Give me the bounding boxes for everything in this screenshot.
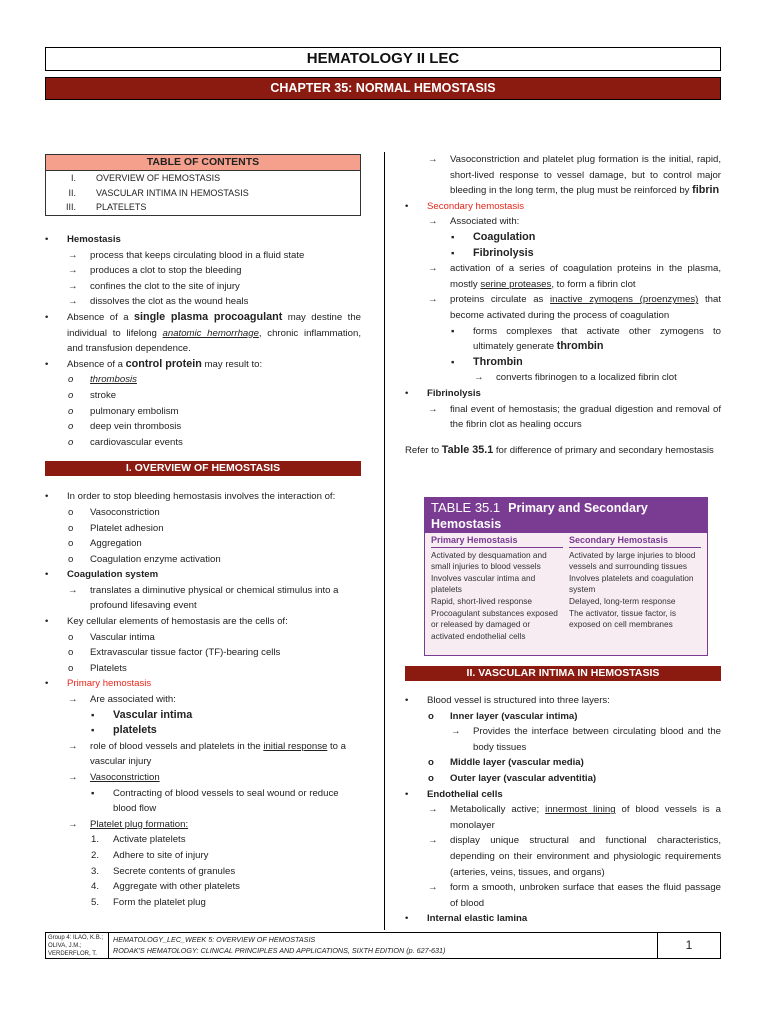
text: of blood vessels is a monolayer	[450, 804, 721, 831]
term-middle-layer: Middle layer (vascular media)	[450, 757, 584, 769]
list-item-text: stroke	[90, 389, 117, 401]
chapter-title: CHAPTER 35: NORMAL HEMOSTASIS	[45, 77, 721, 100]
table-title	[425, 498, 707, 533]
list-item-text: Blood vessel is structured into three layers:	[427, 695, 610, 706]
arrow-icon: →	[428, 154, 438, 165]
arrow-icon: →	[68, 818, 78, 830]
list-item	[45, 435, 361, 451]
circle-bullet-icon: o	[68, 522, 74, 534]
list-item	[45, 723, 361, 739]
list-item	[405, 724, 721, 755]
list-item	[45, 372, 361, 388]
table-cell: Activated by large injuries to blood vessels and surrounding tissues	[569, 549, 696, 572]
list-item-text: Vasoconstriction	[90, 506, 160, 518]
bullet-icon: •	[405, 913, 409, 925]
square-bullet-icon: ▪	[91, 725, 95, 737]
square-bullet-icon: ▪	[451, 325, 455, 337]
text: proteins circulate as	[450, 294, 551, 306]
term-secondary-hemostasis: Secondary hemostasis	[427, 200, 525, 212]
arrow-icon: →	[68, 296, 78, 308]
circle-bullet-icon: o	[68, 647, 74, 659]
list-item	[45, 692, 361, 708]
arrow-icon: →	[428, 263, 438, 275]
toc-num: II.	[68, 187, 76, 198]
text: to a vascular injury	[90, 740, 347, 768]
toc-label: PLATELETS	[96, 202, 147, 213]
list-item	[405, 386, 721, 402]
list-item-text: pulmonary embolism	[90, 405, 179, 417]
bullet-icon: •	[45, 311, 49, 323]
table-header: Primary Hemostasis	[431, 535, 563, 548]
page-number: 1	[685, 938, 693, 952]
bullet-icon: •	[45, 569, 49, 581]
list-item	[405, 152, 721, 199]
term-coagulation-system: Coagulation system	[67, 569, 159, 581]
circle-bullet-icon: o	[68, 631, 74, 643]
list-item	[45, 248, 361, 264]
underlined-text: inactive zymogens (proenzymes)	[550, 294, 699, 306]
list-item-text: translates a diminutive physical or chemical stimulus into a profound lifesaving event	[90, 584, 339, 612]
document-title: HEMATOLOGY II LEC	[45, 47, 721, 71]
bullet-icon: •	[45, 678, 49, 690]
bullet-icon: •	[405, 695, 409, 706]
list-item	[45, 404, 361, 420]
list-item	[45, 676, 361, 692]
square-bullet-icon: ▪	[91, 709, 95, 721]
term-internal-elastic-lamina: Internal elastic lamina	[427, 913, 528, 925]
list-item	[405, 693, 721, 709]
bold-text: fibrin	[692, 184, 720, 197]
list-item-text: cardiovascular events	[90, 436, 183, 448]
underlined-text: initial response	[263, 740, 328, 752]
bold-text: single plasma procoagulant	[133, 310, 283, 323]
list-item-text: Are associated with:	[90, 694, 176, 706]
list-item	[405, 261, 721, 292]
table-cell: Delayed, long-term response	[569, 595, 676, 606]
arrow-icon: →	[68, 772, 78, 783]
arrow-icon: →	[451, 726, 461, 738]
step-number: 2.	[91, 849, 100, 861]
text: activation of a series of coagulation proteins in the plasma, mostly	[450, 263, 721, 290]
step-number: 3.	[91, 865, 100, 877]
term-hemostasis: Hemostasis	[67, 234, 121, 245]
list-item	[45, 536, 361, 552]
list-item-text: process that keeps circulating blood in a fluid state	[90, 249, 305, 261]
arrow-icon: →	[474, 372, 484, 384]
toc-num: III.	[65, 202, 76, 213]
arrow-icon: →	[68, 249, 78, 261]
list-item	[45, 489, 361, 505]
bullet-icon: •	[405, 200, 409, 212]
list-item	[45, 786, 361, 817]
list-item-text: Vasoconstriction	[90, 772, 160, 783]
term-inner-layer: Inner layer (vascular intima)	[450, 710, 578, 722]
list-item-text: Platelet plug formation:	[90, 818, 189, 830]
arrow-icon: →	[428, 216, 438, 228]
footer-course	[109, 933, 658, 958]
toc-item	[46, 200, 360, 215]
bullet-icon: •	[405, 387, 409, 399]
term-endothelial-cells: Endothelial cells	[427, 788, 503, 800]
circle-bullet-icon: o	[428, 757, 434, 769]
step-number: 4.	[91, 881, 100, 893]
term-outer-layer: Outer layer (vascular adventitia)	[450, 772, 597, 784]
underlined-text: serine proteases	[480, 278, 552, 290]
list-item	[45, 419, 361, 435]
list-item	[405, 802, 721, 833]
circle-bullet-icon: o	[68, 389, 74, 401]
list-item-text: Extravascular tissue factor (TF)-bearing cells	[90, 647, 281, 659]
list-item	[45, 630, 361, 646]
list-item-text: Associated with:	[450, 216, 520, 228]
list-item	[45, 864, 361, 880]
arrow-icon: →	[68, 265, 78, 277]
list-item	[405, 911, 721, 927]
list-item	[45, 614, 361, 630]
list-item	[405, 402, 721, 433]
text: that become activated during the process of coagulation	[450, 294, 721, 321]
list-item	[45, 310, 361, 357]
footer-line-2: RODAK'S HEMATOLOGY: CLINICAL PRINCIPLES AND APPLICATIONS, SIXTH EDITION (p. 627-631)	[113, 946, 446, 955]
bold-text: control protein	[125, 357, 202, 370]
arrow-icon: →	[68, 740, 78, 752]
list-item	[45, 521, 361, 537]
list-item	[405, 355, 721, 371]
list-item	[45, 357, 361, 373]
term-fibrinolysis: Fibrinolysis	[427, 387, 481, 399]
table-number: TABLE 35.1	[431, 500, 501, 515]
list-item	[45, 848, 361, 864]
list-item-text: Contracting of blood vessels to seal wound or reduce blood flow	[113, 787, 339, 815]
bullet-icon: •	[45, 358, 49, 370]
list-item	[405, 246, 721, 262]
list-item	[45, 552, 361, 568]
list-item	[45, 645, 361, 661]
list-item-text: platelets	[113, 724, 157, 737]
text: may result to:	[201, 358, 263, 370]
circle-bullet-icon: o	[68, 538, 74, 550]
list-item-text: converts fibrinogen to a localized fibrin clot	[496, 372, 677, 384]
list-item	[45, 661, 361, 677]
text: Absence of a	[67, 358, 126, 370]
list-item-text: Secrete contents of granules	[113, 865, 236, 877]
text: Metabolically active;	[450, 804, 546, 816]
list-item	[45, 388, 361, 404]
list-item	[405, 199, 721, 215]
square-bullet-icon: ▪	[451, 231, 455, 243]
list-item	[405, 292, 721, 323]
circle-bullet-icon: o	[68, 436, 74, 448]
list-item-text: Aggregate with other platelets	[113, 881, 240, 893]
toc-num: I.	[70, 173, 76, 183]
list-item	[45, 294, 361, 310]
toc-label: OVERVIEW OF HEMOSTASIS	[96, 173, 221, 183]
term-thrombin: Thrombin	[473, 355, 523, 368]
list-item	[405, 755, 721, 771]
list-item-text: Vascular intima	[90, 631, 155, 643]
list-item	[45, 505, 361, 521]
circle-bullet-icon: o	[68, 662, 74, 674]
arrow-icon: →	[428, 804, 438, 816]
list-item-text: Platelet adhesion	[90, 522, 164, 534]
list-item	[405, 230, 721, 246]
right-column	[405, 152, 721, 458]
arrow-icon: →	[428, 403, 438, 415]
table-title-line2: Hemostasis	[431, 516, 502, 531]
footer-line-1: HEMATOLOGY_LEC_WEEK 5: OVERVIEW OF HEMOSTASIS	[113, 935, 316, 944]
list-item-text: Activate platelets	[113, 834, 186, 846]
section-heading-vascular-intima: II. VASCULAR INTIMA IN HEMOSTASIS	[405, 666, 721, 681]
list-item-text: Form the platelet plug	[113, 896, 206, 908]
list-item-text: Coagulation enzyme activation	[90, 553, 221, 565]
text: Refer to	[405, 444, 442, 456]
text: , to form a fibrin clot	[551, 278, 636, 290]
circle-bullet-icon: o	[68, 374, 74, 386]
left-column	[45, 232, 361, 910]
circle-bullet-icon: o	[68, 506, 74, 518]
circle-bullet-icon: o	[68, 405, 74, 417]
underlined-text: innermost lining	[545, 804, 616, 816]
list-item-text: Platelets	[90, 662, 127, 674]
list-item	[45, 708, 361, 724]
list-item-text: deep vein thrombosis	[90, 421, 182, 433]
table-column-secondary	[569, 535, 701, 642]
step-number: 5.	[91, 896, 100, 908]
table-cell: Rapid, short-lived response	[431, 595, 532, 606]
list-item	[405, 833, 721, 880]
list-item	[45, 279, 361, 295]
square-bullet-icon: ▪	[451, 247, 455, 259]
column-divider	[384, 152, 385, 930]
italic-text: anatomic hemorrhage	[162, 327, 259, 339]
list-item	[405, 214, 721, 230]
list-item-text: Fibrinolysis	[473, 246, 534, 259]
text: for difference of primary and secondary hemostasis	[493, 444, 714, 456]
text: Absence of a	[67, 311, 134, 323]
list-item-text: thrombosis	[90, 374, 137, 386]
list-item	[405, 370, 721, 386]
table-cell: Procoagulant substances exposed or released by damaged or activated endothelial cells	[431, 607, 558, 641]
page-footer	[45, 932, 721, 959]
list-item	[405, 787, 721, 803]
right-column-lower	[405, 666, 721, 927]
list-item	[45, 567, 361, 583]
list-item-text: display unique structural and functional characteristics, depending on their environment and physiologic requirements (arteries, veins, tissues, and organs)	[450, 835, 721, 878]
list-item	[405, 709, 721, 725]
list-item-text: produces a clot to stop the bleeding	[90, 265, 242, 277]
text: , chronic inflammation, and transfusion dependence.	[67, 327, 361, 355]
list-item	[405, 880, 721, 911]
table-cell: The activator, tissue factor, is exposed on cell membranes	[569, 607, 676, 630]
bold-text: Table 35.1	[441, 443, 494, 456]
toc-item	[46, 186, 360, 201]
list-item-text: confines the clot to the site of injury	[90, 280, 240, 292]
text: forms complexes that activate other zymogens to ultimately generate	[473, 325, 721, 353]
text: Vasoconstriction and platelet plug formation is the initial, rapid, short-lived response to vessel damage, but to control major bleeding in the long term, the plug must be reinforced by	[450, 154, 721, 197]
table-column-primary	[431, 535, 569, 642]
table-cell: Involves vascular intima and platelets	[431, 572, 536, 595]
list-item	[45, 879, 361, 895]
list-item	[45, 770, 361, 786]
circle-bullet-icon: o	[68, 421, 74, 433]
term-primary-hemostasis: Primary hemostasis	[67, 678, 152, 690]
toc-label: VASCULAR INTIMA IN HEMOSTASIS	[96, 187, 249, 198]
footer-authors: Group 4: ILAO, K.B.; OLIVA, J.M.; VERDERFLOR, T.	[46, 933, 109, 958]
list-item	[45, 895, 361, 911]
list-item-text: Adhere to site of injury	[113, 849, 209, 861]
list-item-text: Key cellular elements of hemostasis are the cells of:	[67, 616, 288, 628]
list-item-text: Coagulation	[473, 230, 536, 243]
list-item-text: Provides the interface between circulating blood and the body tissues	[473, 726, 721, 753]
square-bullet-icon: ▪	[91, 787, 95, 799]
table-cell: Activated by desquamation and small injuries to blood vessels	[431, 549, 547, 572]
list-item	[405, 771, 721, 787]
table-header: Secondary Hemostasis	[569, 535, 701, 548]
circle-bullet-icon: o	[428, 710, 434, 722]
arrow-icon: →	[428, 882, 438, 894]
list-item	[45, 832, 361, 848]
table-cell: Involves platelets and coagulation system	[569, 572, 694, 595]
table-body	[425, 533, 707, 642]
list-item-text: Vascular intima	[113, 708, 193, 721]
text: role of blood vessels and platelets in the	[90, 740, 264, 752]
table-of-contents	[45, 154, 361, 216]
bullet-icon: •	[45, 234, 49, 245]
step-number: 1.	[91, 834, 100, 846]
arrow-icon: →	[68, 280, 78, 292]
list-item-text: Aggregation	[90, 538, 142, 550]
list-item	[45, 232, 361, 248]
bullet-icon: •	[45, 616, 49, 628]
arrow-icon: →	[428, 835, 438, 847]
list-item-text: In order to stop bleeding hemostasis involves the interaction of:	[67, 491, 336, 503]
list-item	[45, 263, 361, 279]
bold-text: thrombin	[556, 340, 604, 353]
list-item	[405, 324, 721, 355]
list-item-text: final event of hemostasis; the gradual digestion and removal of the fibrin clot as healing occurs	[450, 403, 721, 431]
arrow-icon: →	[68, 694, 78, 706]
bullet-icon: •	[405, 788, 409, 800]
toc-heading: TABLE OF CONTENTS	[46, 155, 360, 171]
list-item	[45, 739, 361, 770]
section-heading-overview: I. OVERVIEW OF HEMOSTASIS	[45, 461, 361, 476]
table-35-1-figure	[424, 497, 708, 656]
square-bullet-icon: ▪	[451, 356, 455, 368]
list-item	[45, 583, 361, 614]
list-item	[45, 817, 361, 833]
table-reference	[405, 443, 721, 459]
list-item-text: dissolves the clot as the wound heals	[90, 296, 249, 308]
toc-item	[46, 171, 360, 186]
table-title-line1: Primary and Secondary	[508, 501, 648, 515]
arrow-icon: →	[68, 584, 78, 596]
list-item-text: form a smooth, unbroken surface that eases the fluid passage of blood	[450, 882, 721, 909]
arrow-icon: →	[428, 294, 438, 306]
text: may destine the individual to lifelong	[67, 311, 361, 339]
bullet-icon: •	[45, 491, 49, 503]
circle-bullet-icon: o	[428, 772, 434, 784]
circle-bullet-icon: o	[68, 553, 74, 565]
